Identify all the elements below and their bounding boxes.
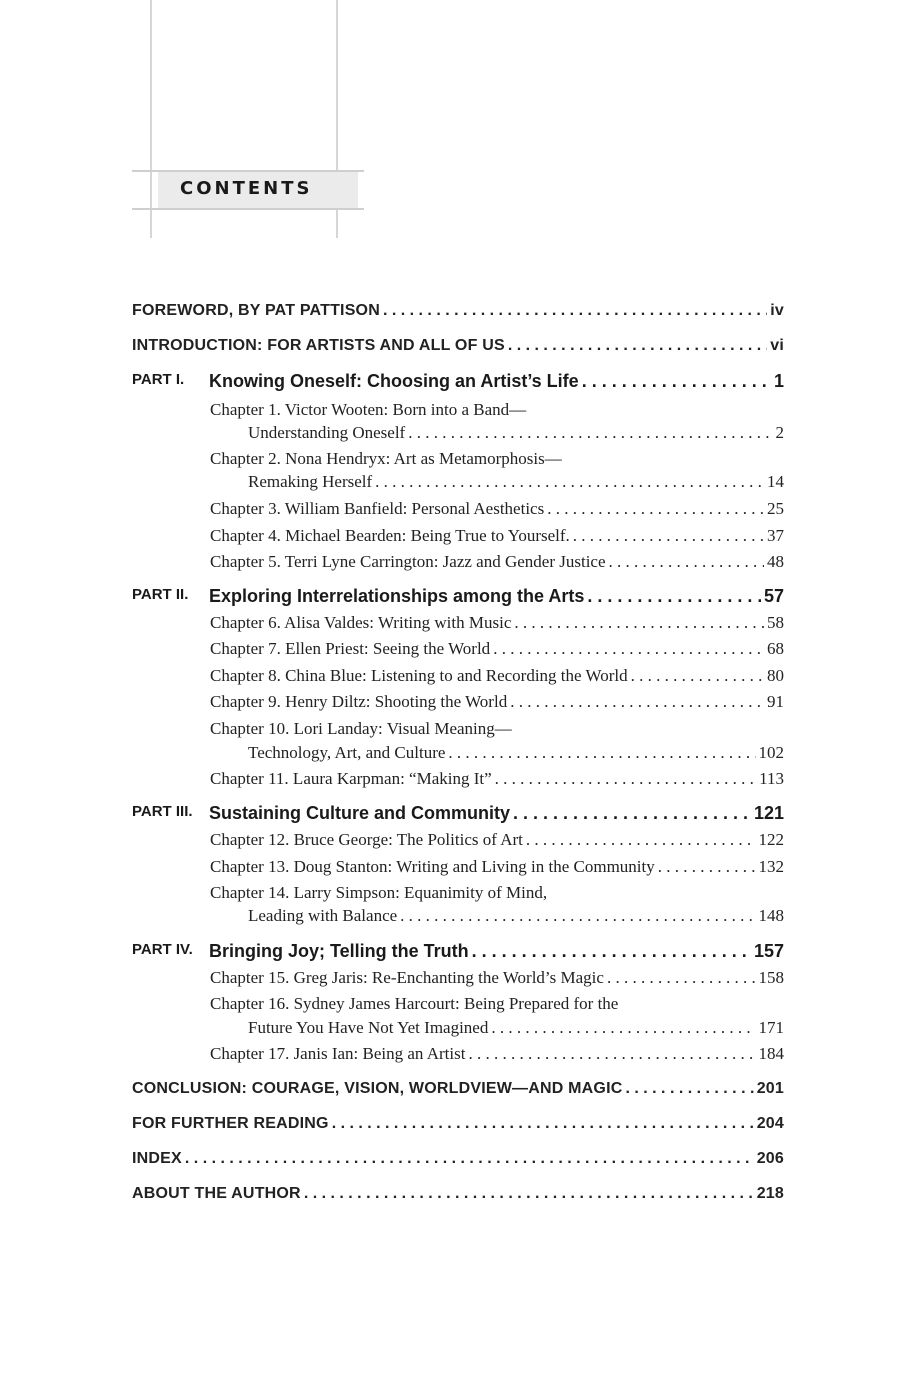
toc-entry-conclusion[interactable] — [132, 1080, 784, 1098]
leader-dots — [448, 743, 755, 763]
chapter-page: 25 — [767, 499, 784, 518]
chapter-title: Chapter 17. Janis Ian: Being an Artist — [210, 1044, 466, 1063]
chapter-7-entry[interactable] — [210, 639, 784, 659]
chapter-title: Chapter 6. Alisa Valdes: Writing with Music — [210, 613, 512, 632]
chapter-page: 158 — [758, 968, 784, 987]
chapter-page: 2 — [775, 423, 784, 442]
toc-part-1[interactable] — [132, 371, 784, 392]
part-number: PART III. — [132, 803, 193, 820]
chapter-title: Chapter 4. Michael Bearden: Being True to Yourself. — [210, 526, 570, 545]
part-page: 121 — [753, 803, 784, 823]
toc-part-3[interactable] — [132, 803, 784, 824]
chapter-4-entry[interactable] — [210, 526, 784, 546]
toc-entry-label: INDEX — [132, 1150, 182, 1167]
leader-dots — [514, 613, 764, 633]
chapter-10-line1[interactable]: Chapter 10. Lori Landay: Visual Meaning— — [210, 719, 512, 738]
toc-entry-about-author[interactable] — [132, 1185, 784, 1203]
chapter-2-entry[interactable] — [248, 472, 784, 492]
leader-dots — [510, 692, 764, 712]
leader-dots — [587, 586, 761, 607]
chapter-12-entry[interactable] — [210, 830, 784, 850]
leader-dots — [658, 857, 756, 877]
toc-entry-index[interactable] — [132, 1150, 784, 1168]
part-title: Knowing Oneself: Choosing an Artist’s Life — [209, 371, 579, 391]
part-page: 57 — [763, 586, 784, 606]
chapter-15-entry[interactable] — [210, 968, 784, 988]
leader-dots — [495, 769, 756, 789]
leader-dots — [185, 1150, 754, 1168]
toc-entry-label: ABOUT THE AUTHOR — [132, 1185, 301, 1202]
chapter-title-cont: Technology, Art, and Culture — [248, 743, 446, 762]
leader-dots — [607, 968, 756, 988]
chapter-page: 171 — [758, 1018, 784, 1037]
leader-dots — [491, 1018, 755, 1038]
toc-entry-label: FOR FURTHER READING — [132, 1115, 329, 1132]
leader-dots — [332, 1115, 754, 1133]
toc-entry-introduction[interactable] — [132, 337, 784, 355]
chapter-14-entry[interactable] — [248, 906, 784, 926]
toc-entry-label: CONCLUSION: COURAGE, VISION, WORLDVIEW—AND MAGIC — [132, 1080, 623, 1097]
chapter-2-line1[interactable]: Chapter 2. Nona Hendryx: Art as Metamorphosis— — [210, 449, 562, 468]
chapter-title: Chapter 5. Terri Lyne Carrington: Jazz and Gender Justice — [210, 552, 606, 571]
leader-dots — [582, 371, 771, 392]
part-title: Sustaining Culture and Community — [209, 803, 511, 823]
contents-heading: CONTENTS — [180, 178, 313, 199]
part-title: Bringing Joy; Telling the Truth — [209, 941, 469, 961]
part-page: 157 — [753, 941, 784, 961]
leader-dots — [526, 830, 756, 850]
leader-dots — [383, 302, 767, 320]
chapter-page: 132 — [758, 857, 784, 876]
leader-dots — [468, 1044, 755, 1064]
leader-dots — [400, 906, 755, 926]
leader-dots — [408, 423, 772, 443]
chapter-title: Chapter 8. China Blue: Listening to and Recording the World — [210, 666, 628, 685]
toc-part-4[interactable] — [132, 941, 784, 962]
chapter-page: 14 — [767, 472, 784, 491]
chapter-16-line1[interactable]: Chapter 16. Sydney James Harcourt: Being Prepared for the — [210, 994, 619, 1013]
chapter-9-entry[interactable] — [210, 692, 784, 712]
leader-dots — [304, 1185, 754, 1203]
header-rule-top — [132, 170, 364, 172]
chapter-title-cont: Understanding Oneself — [248, 423, 406, 442]
toc-entry-foreword[interactable] — [132, 302, 784, 320]
part-number: PART II. — [132, 586, 189, 603]
toc-entry-label: FOREWORD, BY PAT PATTISON — [132, 302, 380, 319]
chapter-page: 68 — [767, 639, 784, 658]
part-page: 1 — [773, 371, 784, 391]
leader-dots — [609, 552, 764, 572]
chapter-title-cont: Leading with Balance — [248, 906, 398, 925]
leader-dots — [631, 666, 764, 686]
part-number: PART I. — [132, 371, 185, 388]
chapter-1-line1[interactable]: Chapter 1. Victor Wooten: Born into a Band— — [210, 400, 527, 419]
chapter-page: 148 — [758, 906, 784, 925]
chapter-page: 91 — [767, 692, 784, 711]
chapter-8-entry[interactable] — [210, 666, 784, 686]
chapter-16-entry[interactable] — [248, 1018, 784, 1038]
chapter-page: 102 — [758, 743, 784, 762]
chapter-title-cont: Remaking Herself — [248, 472, 373, 491]
leader-dots — [508, 337, 767, 355]
chapter-title: Chapter 13. Doug Stanton: Writing and Living in the Community — [210, 857, 655, 876]
leader-dots — [493, 639, 764, 659]
chapter-title: Chapter 12. Bruce George: The Politics of Art — [210, 830, 523, 849]
chapter-6-entry[interactable] — [210, 613, 784, 633]
chapter-title: Chapter 9. Henry Diltz: Shooting the World — [210, 692, 508, 711]
leader-dots — [625, 1080, 753, 1098]
chapter-10-entry[interactable] — [248, 743, 784, 763]
toc-entry-page: 201 — [756, 1080, 784, 1097]
leader-dots — [573, 526, 764, 546]
chapter-page: 48 — [767, 552, 784, 571]
leader-dots — [513, 803, 751, 824]
part-number: PART IV. — [132, 941, 193, 958]
leader-dots — [375, 472, 764, 492]
toc-part-2[interactable] — [132, 586, 784, 607]
chapter-page: 37 — [767, 526, 784, 545]
chapter-title: Chapter 11. Laura Karpman: “Making It” — [210, 769, 492, 788]
chapter-13-entry[interactable] — [210, 857, 784, 877]
chapter-3-entry[interactable] — [210, 499, 784, 519]
toc-entry-label: INTRODUCTION: FOR ARTISTS AND ALL OF US — [132, 337, 505, 354]
chapter-title: Chapter 3. William Banfield: Personal Aesthetics — [210, 499, 545, 518]
toc-entry-page: 206 — [756, 1150, 784, 1167]
chapter-page: 113 — [759, 769, 784, 788]
chapter-title-cont: Future You Have Not Yet Imagined — [248, 1018, 489, 1037]
chapter-1-entry[interactable] — [248, 423, 784, 443]
chapter-page: 80 — [767, 666, 784, 685]
chapter-17-entry[interactable] — [210, 1044, 784, 1064]
leader-dots — [547, 499, 764, 519]
toc-entry-further-reading[interactable] — [132, 1115, 784, 1133]
chapter-title: Chapter 7. Ellen Priest: Seeing the World — [210, 639, 491, 658]
toc-entry-page: vi — [770, 337, 784, 354]
chapter-page: 184 — [758, 1044, 784, 1063]
header-rule-bottom — [132, 208, 364, 210]
chapter-page: 122 — [758, 830, 784, 849]
leader-dots — [472, 941, 751, 962]
toc-entry-page: 204 — [756, 1115, 784, 1132]
chapter-title: Chapter 15. Greg Jaris: Re-Enchanting the World’s Magic — [210, 968, 604, 987]
toc-entry-page: 218 — [756, 1185, 784, 1202]
chapter-5-entry[interactable] — [210, 552, 784, 572]
header-rule-vertical-left — [150, 0, 152, 238]
toc-entry-page: iv — [770, 302, 784, 319]
chapter-14-line1[interactable]: Chapter 14. Larry Simpson: Equanimity of Mind, — [210, 883, 548, 902]
chapter-page: 58 — [767, 613, 784, 632]
part-title: Exploring Interrelationships among the Arts — [209, 586, 585, 606]
chapter-11-entry[interactable] — [210, 769, 784, 789]
